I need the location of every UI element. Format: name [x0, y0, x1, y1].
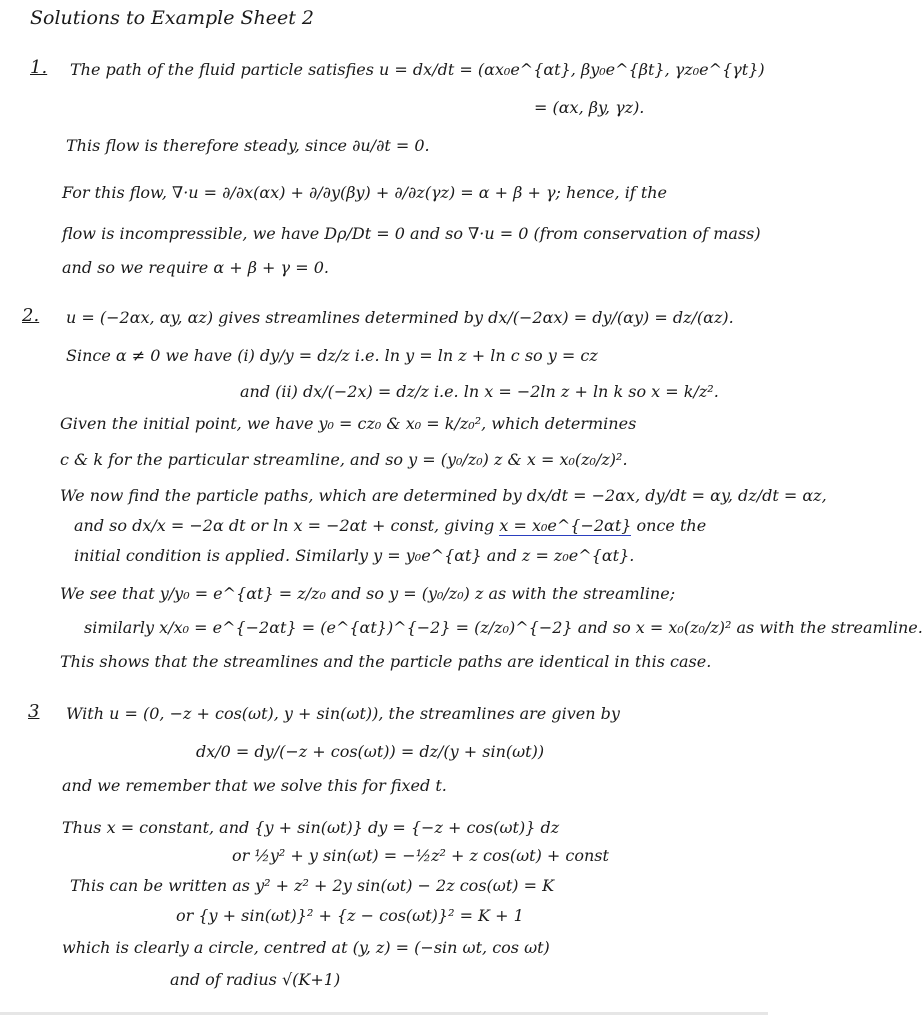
q3-line-4: Thus x = constant, and {y + sin(ωt)} dy = {−z + cos(ωt)} dz: [62, 818, 560, 837]
q3-line-8: which is clearly a circle, centred at (y, z) = (−sin ωt, cos ωt): [62, 938, 550, 957]
q3-line-5: or ½y² + y sin(ωt) = −½z² + z cos(ωt) + const: [232, 846, 609, 865]
page-bottom-divider: [0, 1012, 768, 1015]
q3-line-9: and of radius √(K+1): [170, 970, 341, 989]
q3-line-6: This can be written as y² + z² + 2y sin(ωt) − 2z cos(ωt) = K: [70, 876, 555, 895]
q2-line-11: This shows that the streamlines and the particle paths are identical in this case.: [60, 652, 712, 671]
q3-line-7: or {y + sin(ωt)}² + {z − cos(ωt)}² = K + 1: [176, 906, 524, 925]
q2-line-5: c & k for the particular streamline, and so y = (y₀/z₀) z & x = x₀(z₀/z)².: [60, 450, 628, 469]
q1-line-4: For this flow, ∇·u = ∂/∂x(αx) + ∂/∂y(βy) + ∂/∂z(γz) = α + β + γ; hence, if the: [62, 183, 668, 202]
question-2-number: 2.: [22, 305, 40, 326]
q2-line-1: u = (−2αx, αy, αz) gives streamlines determined by dx/(−2αx) = dy/(αy) = dz/(αz).: [66, 308, 734, 327]
q2-line-7-end: once the: [636, 516, 707, 535]
question-1-number: 1.: [30, 57, 48, 78]
page-title: Solutions to Example Sheet 2: [30, 7, 315, 29]
q1-line-6: and so we require α + β + γ = 0.: [62, 258, 329, 277]
q3-line-1: With u = (0, −z + cos(ωt), y + sin(ωt)), the streamlines are given by: [66, 704, 620, 723]
question-3-number: 3: [28, 701, 40, 722]
q2-line-3: and (ii) dx/(−2x) = dz/z i.e. ln x = −2ln z + ln k so x = k/z².: [240, 382, 719, 401]
q2-line-7-start: and so dx/x = −2α dt or ln x = −2αt + const, giving: [74, 516, 495, 535]
q1-line-1: The path of the fluid particle satisfies u = dx/dt = (αx₀e^{αt}, βy₀e^{βt}, γz₀e^{γt}): [70, 60, 765, 79]
q3-line-3: and we remember that we solve this for fixed t.: [62, 776, 447, 795]
q1-line-5: flow is incompressible, we have Dρ/Dt = 0 and so ∇·u = 0 (from conservation of mass): [62, 224, 761, 243]
q1-line-2: = (αx, βy, γz).: [534, 98, 645, 117]
q2-line-10: similarly x/x₀ = e^{−2αt} = (e^{αt})^{−2} = (z/z₀)^{−2} and so x = x₀(z₀/z)² as with the streamline.: [84, 618, 923, 637]
q2-line-4: Given the initial point, we have y₀ = cz₀ & x₀ = k/z₀², which determines: [60, 414, 637, 433]
q2-path-result-underlined: x = x₀e^{−2αt}: [499, 516, 632, 535]
q2-line-7: [74, 516, 706, 536]
q2-line-6: We now find the particle paths, which are determined by dx/dt = −2αx, dy/dt = αy, dz/dt = αz,: [60, 486, 827, 505]
q2-line-9: We see that y/y₀ = e^{αt} = z/z₀ and so y = (y₀/z₀) z as with the streamline;: [60, 584, 676, 603]
q1-line-3: This flow is therefore steady, since ∂u/∂t = 0.: [66, 136, 430, 155]
q2-line-2: Since α ≠ 0 we have (i) dy/y = dz/z i.e. ln y = ln z + ln c so y = cz: [66, 346, 598, 365]
q3-line-2: dx/0 = dy/(−z + cos(ωt)) = dz/(y + sin(ωt)): [196, 742, 545, 761]
q2-line-8: initial condition is applied. Similarly y = y₀e^{αt} and z = z₀e^{αt}.: [74, 546, 635, 565]
